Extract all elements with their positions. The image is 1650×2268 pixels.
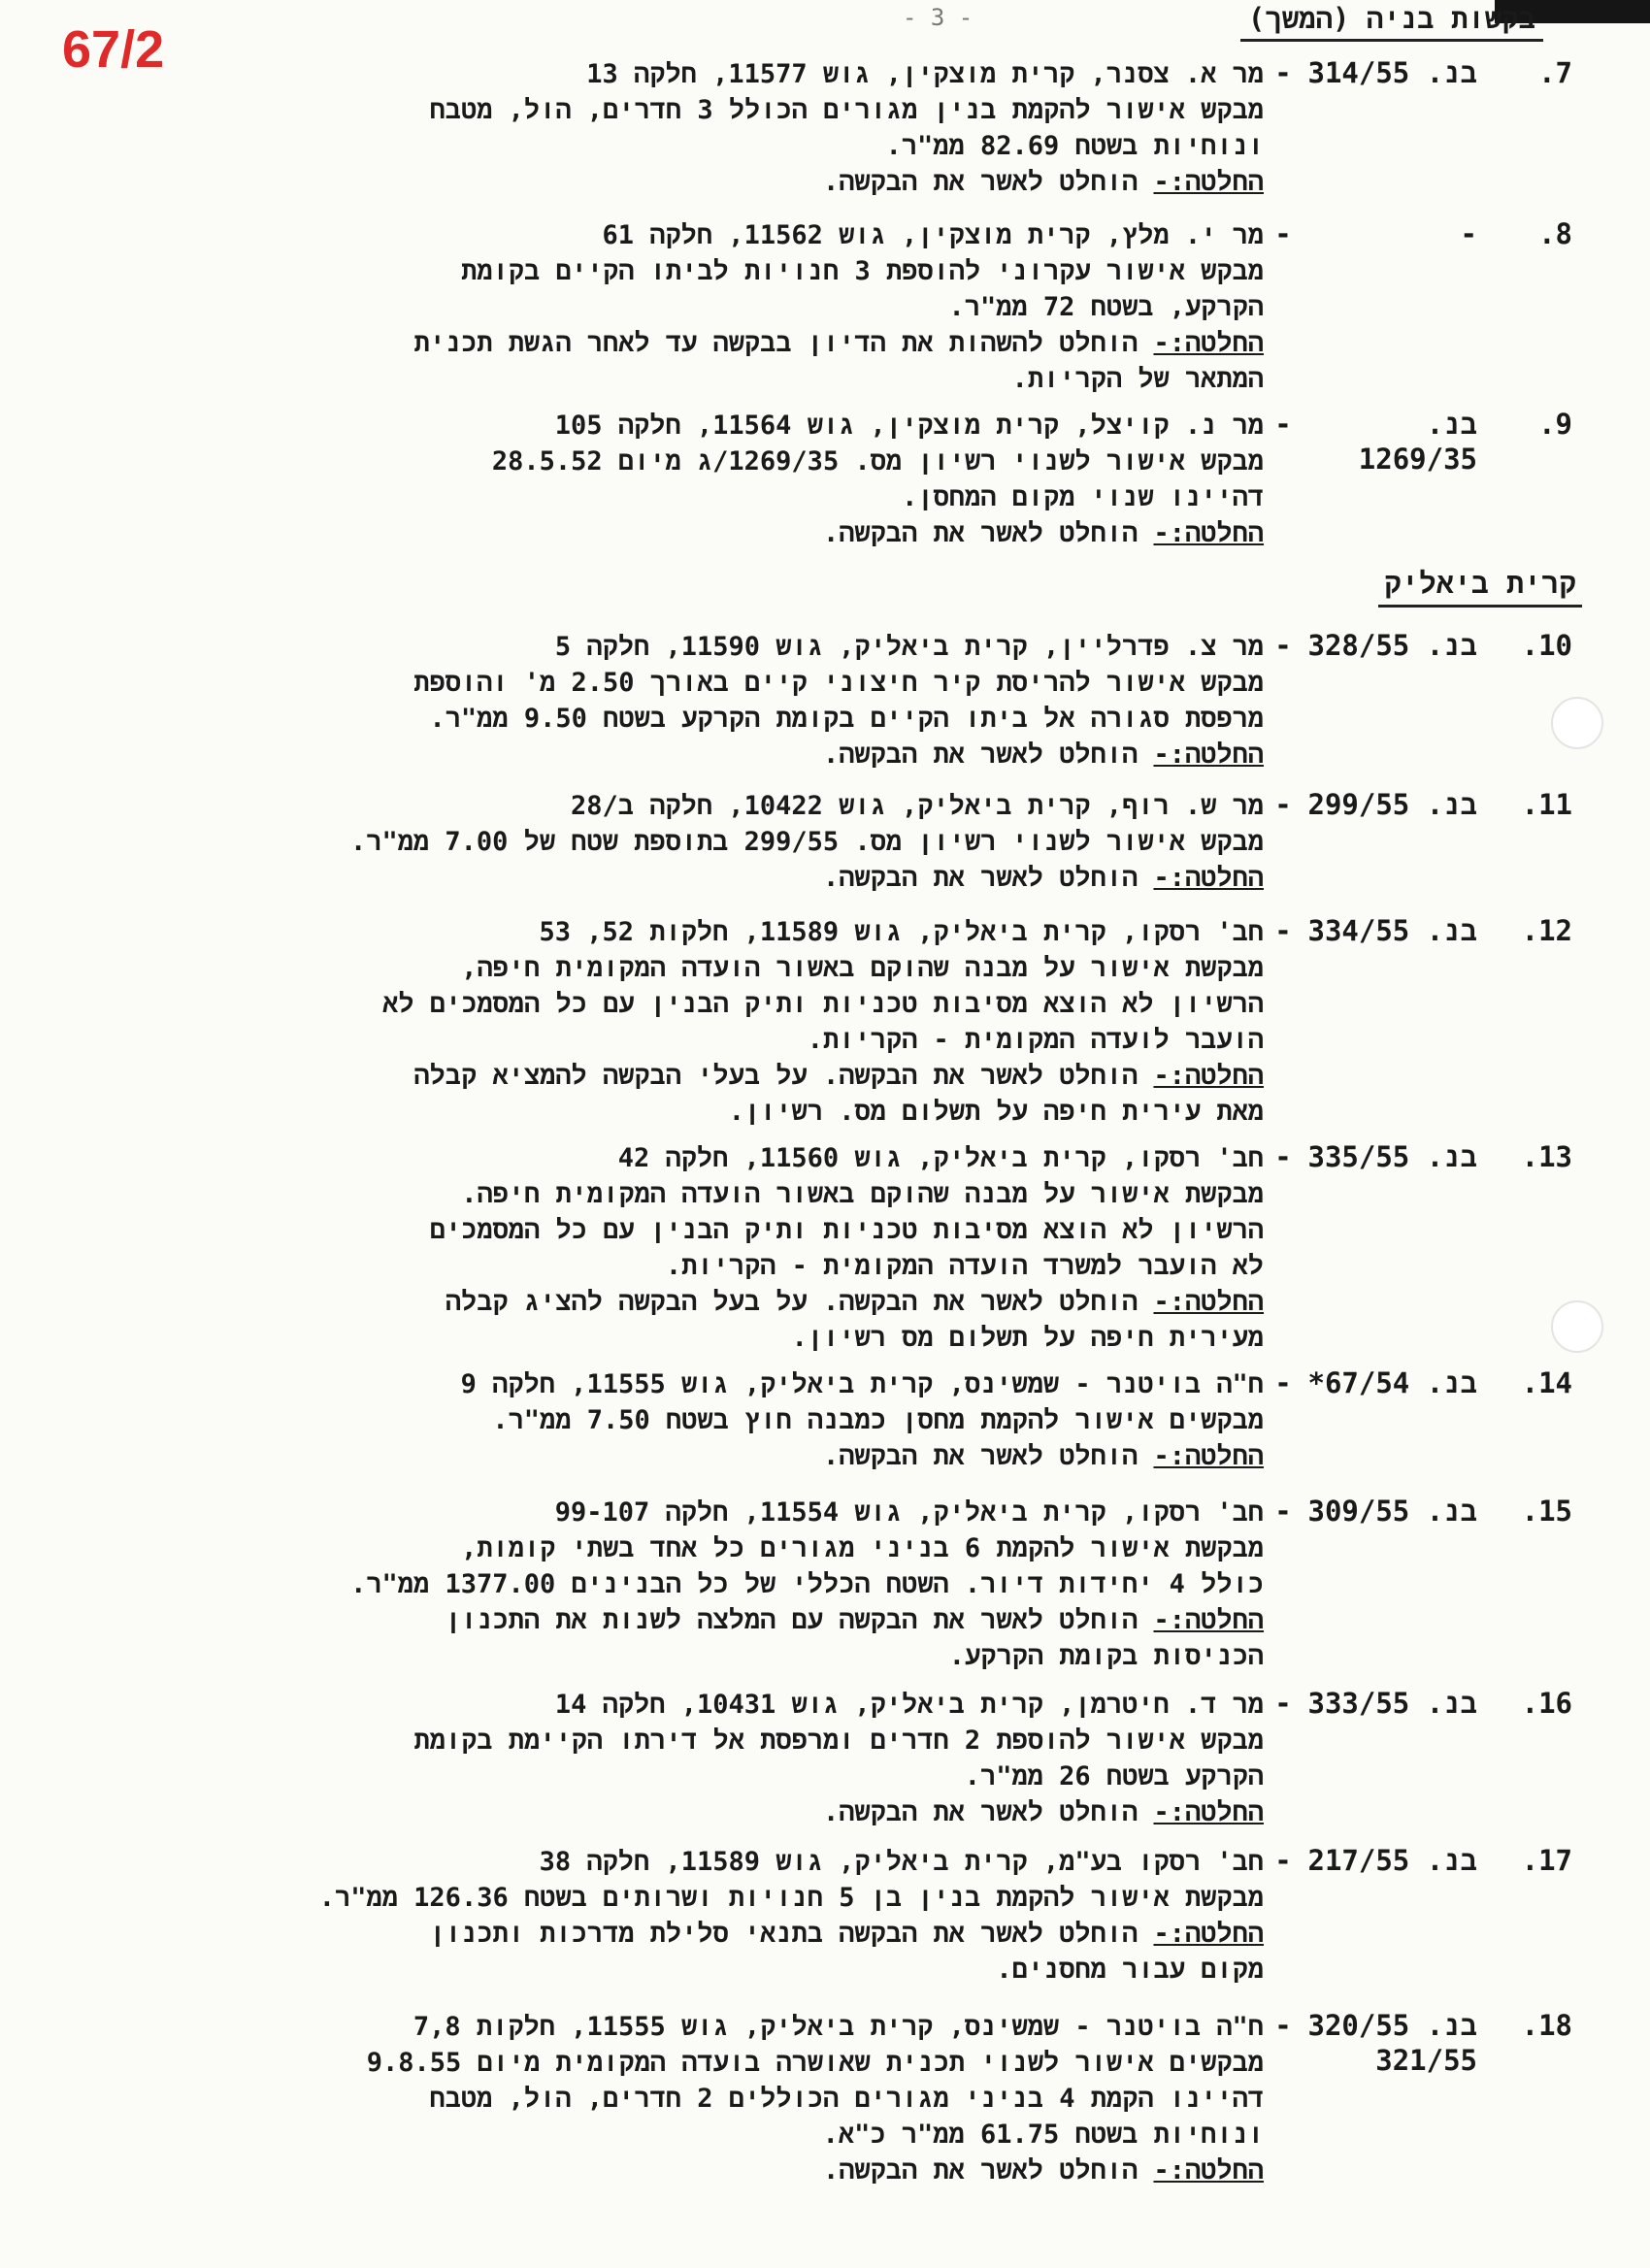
decision-label: החלטה:- xyxy=(1153,1919,1264,1949)
separator-dash: - xyxy=(1274,629,1292,662)
request-line: דהיינו שנוי מקום המחסן. xyxy=(902,482,1264,512)
request-line: חב' רסקו, קרית ביאליק, גוש 11554, חלקה 99-107 xyxy=(554,1497,1264,1528)
item-number: .14 xyxy=(1521,1366,1572,1399)
decision-line: המתאר של הקריות. xyxy=(1011,364,1264,394)
request-line: ח"ה בויטנר - שמשינס, קרית ביאליק, גוש 11555, חלקות 7,8 xyxy=(412,2012,1264,2042)
request-line: מר ש. רוף, קרית ביאליק, גוש 10422, חלקה ב/28 xyxy=(571,791,1264,821)
item-number: .18 xyxy=(1521,2009,1572,2042)
item-number: .8 xyxy=(1538,217,1572,250)
item-number: .17 xyxy=(1521,1844,1572,1877)
separator-dash: - xyxy=(1274,1495,1292,1528)
decision-text: הוחלט לאשר את הבקשה. xyxy=(822,863,1138,893)
request-line: מבקשת אישור להקמת 6 בניני מגורים כל אחד בשתי קומות, xyxy=(461,1533,1264,1563)
request-line: מר צ. פדרליין, קרית ביאליק, גוש 11590, חלקה 5 xyxy=(554,632,1264,662)
decision-line xyxy=(99,515,1264,551)
file-number: בנ. 333/55 xyxy=(1307,1687,1477,1720)
request-line: דהיינו הקמת 4 בניני מגורים הכוללים 2 חדרים, הול, מטבח xyxy=(429,2084,1264,2114)
request-line: הועבר לועדה המקומית - הקריות. xyxy=(807,1025,1264,1055)
separator-dash: - xyxy=(1274,1687,1292,1720)
request-line: מבקש אישור עקרוני להוספת 3 חנויות לביתו הקיים בקומת xyxy=(461,256,1264,286)
request-content xyxy=(99,1844,1264,1988)
decision-label: החלטה:- xyxy=(1153,328,1264,358)
item-number: .16 xyxy=(1521,1687,1572,1720)
decision-line xyxy=(99,1916,1264,1952)
section-heading: קרית ביאליק xyxy=(1378,567,1582,608)
request-content xyxy=(99,1366,1264,1474)
request-line: הקרקע, בשטח 72 ממ"ר. xyxy=(948,292,1264,322)
separator-dash: - xyxy=(1274,788,1292,821)
request-item xyxy=(97,408,1572,602)
request-item xyxy=(97,914,1572,1127)
request-line: הרשיון לא הוצא מסיבות טכניות ותיק הבנין עם כל המסמכים לא xyxy=(382,989,1264,1019)
request-line: הרשיון לא הוצא מסיבות טכניות ותיק הבנין עם כל המסמכים xyxy=(429,1215,1264,1245)
decision-text: הוחלט לאשר את הבקשה. xyxy=(822,740,1138,770)
request-content xyxy=(99,629,1264,772)
file-number: בנ. 299/55 xyxy=(1307,788,1477,821)
separator-dash: - xyxy=(1274,1140,1292,1173)
item-number: .13 xyxy=(1521,1140,1572,1173)
request-line: מבקשת אישור על מבנה שהוקם באשור הועדה המקומית חיפה. xyxy=(461,1179,1264,1209)
file-number: בנ. 334/55 xyxy=(1307,914,1477,947)
request-line: כולל 4 יחידות דיור. השטח הכללי של כל הבנינים 1377.00 ממ"ר. xyxy=(350,1569,1264,1599)
decision-text: הוחלט לאשר את הבקשה. xyxy=(822,1441,1138,1471)
decision-label: החלטה:- xyxy=(1153,863,1264,893)
decision-label: החלטה:- xyxy=(1153,2155,1264,2186)
request-line: מבקש אישור להוספת 2 חדרים ומרפסת אל דירתו הקיימת בקומת xyxy=(413,1726,1264,1756)
file-number: בנ. 217/55 xyxy=(1307,1844,1477,1877)
request-line: מר י. מלץ, קרית מוצקין, גוש 11562, חלקה 61 xyxy=(602,220,1264,250)
request-item xyxy=(97,217,1572,411)
request-line: מבקשים אישור לשנוי תכנית שאושרה בועדה המקומית מיום 9.8.55 xyxy=(366,2048,1264,2078)
item-number: .11 xyxy=(1521,788,1572,821)
request-content xyxy=(99,1495,1264,1674)
item-number: .12 xyxy=(1521,914,1572,947)
file-number: - xyxy=(1460,217,1477,250)
request-content xyxy=(99,1687,1264,1830)
request-line: מר ד. חיטרמן, קרית ביאליק, גוש 10431, חלקה 14 xyxy=(554,1690,1264,1720)
request-line: הקרקע בשטח 26 ממ"ר. xyxy=(964,1761,1264,1791)
decision-line xyxy=(99,1794,1264,1830)
decision-text: הוחלט לאשר את הבקשה. xyxy=(822,2155,1138,2186)
separator-dash: - xyxy=(1274,2009,1292,2042)
file-number-primary: בנ. 320/55 xyxy=(1307,2009,1477,2042)
request-line: ונוחיות בשטח 82.69 ממ"ר. xyxy=(885,131,1264,161)
decision-text: הוחלט לאשר את הבקשה. xyxy=(822,1797,1138,1827)
separator-dash: - xyxy=(1274,408,1292,441)
file-number xyxy=(1303,2009,1495,2077)
separator-dash: - xyxy=(1274,914,1292,947)
request-item xyxy=(97,1140,1572,1353)
decision-label: החלטה:- xyxy=(1153,740,1264,770)
decision-line xyxy=(99,325,1264,361)
decision-text: הוחלט לאשר את הבקשה. על בעל הבקשה להציג קבלה xyxy=(445,1287,1138,1317)
request-content xyxy=(99,2009,1264,2188)
request-line: מבקש אישור להקמת בנין מגורים הכולל 3 חדרים, הול, מטבח xyxy=(429,95,1264,125)
separator-dash: - xyxy=(1274,1366,1292,1399)
item-number: .15 xyxy=(1521,1495,1572,1528)
request-line: מר א. צסנר, קרית מוצקין, גוש 11577, חלקה 13 xyxy=(586,59,1264,89)
request-line: ונוחיות בשטח 61.75 ממ"ר כ"א. xyxy=(822,2120,1264,2150)
decision-text: הוחלט לאשר את הבקשה בתנאי סלילת מדרכות ותכנון xyxy=(429,1919,1138,1949)
request-line: חב' רסקו, קרית ביאליק, גוש 11589, חלקות 52, 53 xyxy=(539,917,1264,947)
item-number: .9 xyxy=(1538,408,1572,441)
request-content xyxy=(99,217,1264,397)
decision-label: החלטה:- xyxy=(1153,167,1264,197)
separator-dash: - xyxy=(1274,217,1292,250)
file-number: בנ. 67/54* xyxy=(1307,1366,1477,1399)
item-number: .7 xyxy=(1538,56,1572,89)
decision-label: החלטה:- xyxy=(1153,1287,1264,1317)
request-item xyxy=(97,1495,1572,1689)
request-line: מרפסת סגורה אל ביתו הקיים בקומת הקרקע בשטח 9.50 ממ"ר. xyxy=(429,704,1264,734)
page-number: - 3 - xyxy=(903,4,974,31)
request-item xyxy=(97,2009,1572,2203)
file-number: בנ. 314/55 xyxy=(1307,56,1477,89)
request-line: מר נ. קויצל, קרית מוצקין, גוש 11564, חלקה 105 xyxy=(554,411,1264,441)
request-content xyxy=(99,408,1264,551)
decision-line xyxy=(99,2153,1264,2188)
separator-dash: - xyxy=(1274,1844,1292,1877)
request-line: מבקשת אישור על מבנה שהוקם באשור הועדה המקומית חיפה, xyxy=(461,953,1264,983)
decision-line: מאת עירית חיפה על תשלום מס. רשיון. xyxy=(728,1097,1264,1127)
request-content xyxy=(99,56,1264,200)
request-content xyxy=(99,788,1264,896)
file-number: בנ. 335/55 xyxy=(1307,1140,1477,1173)
decision-line xyxy=(99,737,1264,772)
decision-line xyxy=(99,1284,1264,1320)
decision-line xyxy=(99,1438,1264,1474)
decision-label: החלטה:- xyxy=(1153,518,1264,548)
request-line: מבקש אישור להריסת קיר חיצוני קיים באורך 2.50 מ' והוספת xyxy=(413,668,1264,698)
file-number: בנ. 309/55 xyxy=(1307,1495,1477,1528)
file-number-secondary: 321/55 xyxy=(1375,2044,1477,2077)
decision-line xyxy=(99,860,1264,896)
item-number: .10 xyxy=(1521,629,1572,662)
request-content xyxy=(99,1140,1264,1356)
request-line: מבקשת אישור להקמת בנין בן 5 חנויות ושרותים בשטח 126.36 ממ"ר. xyxy=(318,1883,1264,1913)
decision-text: הוחלט לאשר את הבקשה עם המלצה לשנות את התכנון xyxy=(445,1605,1138,1635)
request-line: מבקש אישור לשנוי רשיון מס. 299/55 בתוספת שטח של 7.00 ממ"ר. xyxy=(349,827,1264,857)
decision-line: מקום עבור מחסנים. xyxy=(996,1955,1264,1985)
request-line: חב' רסקו, קרית ביאליק, גוש 11560, חלקה 42 xyxy=(617,1143,1264,1173)
decision-text: הוחלט לאשר את הבקשה. xyxy=(822,518,1138,548)
decision-text: הוחלט להשהות את הדיון בבקשה עד לאחר הגשת תכנית xyxy=(413,328,1138,358)
decision-line xyxy=(99,1602,1264,1638)
decision-line: מעירית חיפה על תשלום מס רשיון. xyxy=(791,1323,1264,1353)
request-content xyxy=(99,914,1264,1130)
file-number: בנ. 1269/35 xyxy=(1358,408,1477,476)
archive-number: 67/2 xyxy=(62,20,165,79)
request-line: חב' רסקו בע"מ, קרית ביאליק, גוש 11589, חלקה 38 xyxy=(539,1847,1264,1877)
decision-label: החלטה:- xyxy=(1153,1441,1264,1471)
decision-line xyxy=(99,164,1264,200)
request-line: לא הועבר למשרד הועדה המקומית - הקריות. xyxy=(665,1251,1264,1281)
separator-dash: - xyxy=(1274,56,1292,89)
decision-label: החלטה:- xyxy=(1153,1061,1264,1091)
request-line: מבקש אישור לשנוי רשיון מס. 1269/35/ג מיום 28.5.52 xyxy=(491,446,1264,477)
decision-label: החלטה:- xyxy=(1153,1797,1264,1827)
request-line: מבקשים אישור להקמת מחסן כמבנה חוץ בשטח 7.50 ממ"ר. xyxy=(492,1405,1264,1435)
decision-text: הוחלט לאשר את הבקשה. על בעלי הבקשה להמציא קבלה xyxy=(413,1061,1138,1091)
header-title: בקשות בניה (המשך) xyxy=(1240,2,1543,42)
decision-line: הכניסות בקומת הקרקע. xyxy=(948,1641,1264,1671)
request-line: ח"ה בויטנר - שמשינס, קרית ביאליק, גוש 11555, חלקה 9 xyxy=(460,1369,1264,1399)
decision-line xyxy=(99,1058,1264,1094)
decision-label: החלטה:- xyxy=(1153,1605,1264,1635)
decision-text: הוחלט לאשר את הבקשה. xyxy=(822,167,1138,197)
file-number: בנ. 328/55 xyxy=(1307,629,1477,662)
